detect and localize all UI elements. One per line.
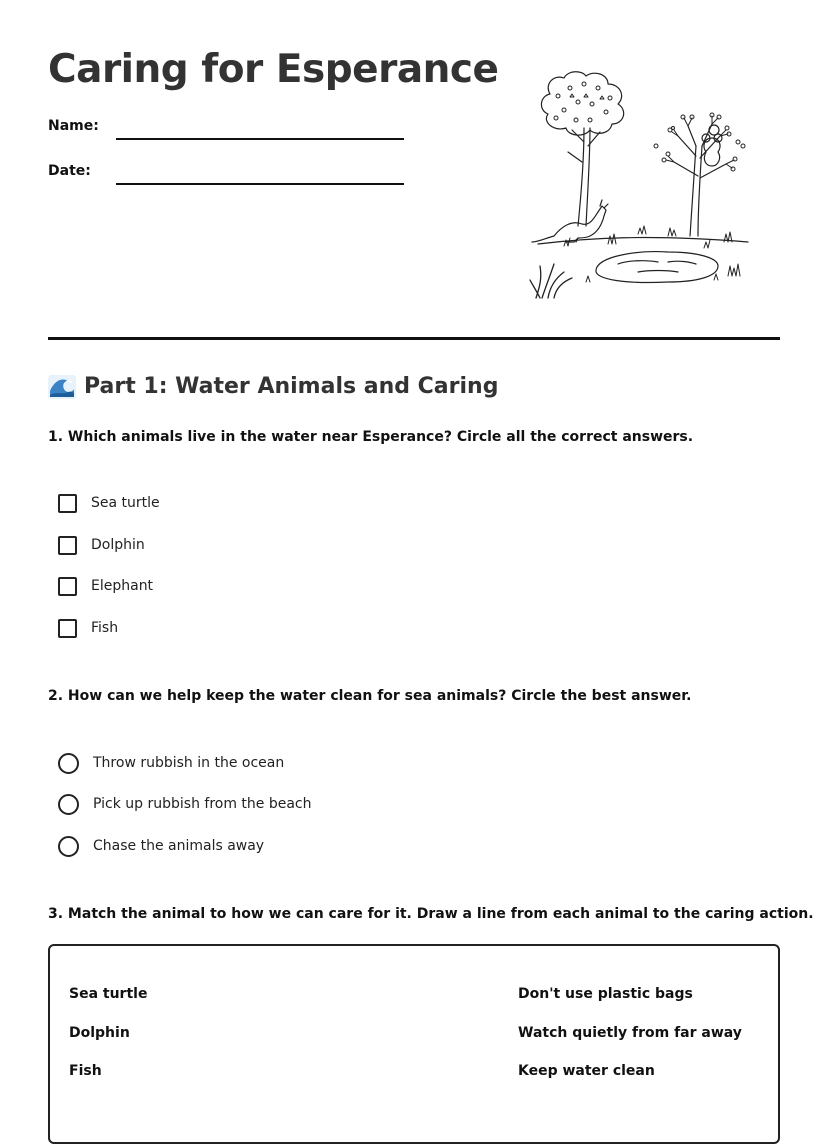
q2-option-label: Pick up rubbish from the beach [93, 796, 312, 812]
q1-option[interactable] [58, 616, 118, 640]
question-2: 2. How can we help keep the water clean for sea animals? Circle the best answer. [48, 688, 692, 704]
landscape-illustration [528, 66, 760, 306]
question-3: 3. Match the animal to how we can care for it. Draw a line from each animal to the caring action. [48, 906, 814, 922]
q1-option[interactable] [58, 574, 153, 598]
q2-option[interactable] [58, 751, 284, 775]
q2-option[interactable] [58, 792, 312, 816]
radio-icon[interactable] [58, 794, 79, 815]
part1-title: Part 1: Water Animals and Caring [84, 374, 499, 399]
q2-option-label: Chase the animals away [93, 838, 265, 854]
checkbox-icon[interactable] [58, 494, 77, 513]
question-1: 1. Which animals live in the water near Esperance? Circle all the correct answers. [48, 429, 694, 445]
q1-option-label: Elephant [91, 578, 154, 594]
checkbox-icon[interactable] [58, 619, 77, 638]
worksheet-title: Caring for Esperance [48, 47, 499, 92]
q2-option-label: Throw rubbish in the ocean [93, 755, 285, 771]
radio-icon[interactable] [58, 753, 79, 774]
q1-option[interactable] [58, 533, 145, 557]
q1-option-label: Sea turtle [91, 495, 160, 511]
checkbox-icon[interactable] [58, 536, 77, 555]
match-action[interactable]: Keep water clean [518, 1063, 655, 1079]
section-divider [48, 337, 780, 340]
water-wave-icon [48, 375, 76, 399]
match-action[interactable]: Don't use plastic bags [518, 986, 693, 1002]
q1-option-label: Fish [91, 620, 119, 636]
matching-box [48, 944, 780, 1144]
date-label: Date: [48, 163, 91, 179]
name-label: Name: [48, 118, 99, 134]
checkbox-icon[interactable] [58, 577, 77, 596]
match-action[interactable]: Watch quietly from far away [518, 1025, 742, 1041]
match-animal[interactable]: Dolphin [69, 1025, 130, 1041]
radio-icon[interactable] [58, 836, 79, 857]
match-animal[interactable]: Sea turtle [69, 986, 148, 1002]
part1-heading [48, 374, 498, 399]
q1-option[interactable] [58, 491, 160, 515]
match-animal[interactable]: Fish [69, 1063, 102, 1079]
name-field[interactable] [116, 138, 404, 140]
q2-option[interactable] [58, 834, 264, 858]
date-field[interactable] [116, 183, 404, 185]
q1-option-label: Dolphin [91, 537, 145, 553]
